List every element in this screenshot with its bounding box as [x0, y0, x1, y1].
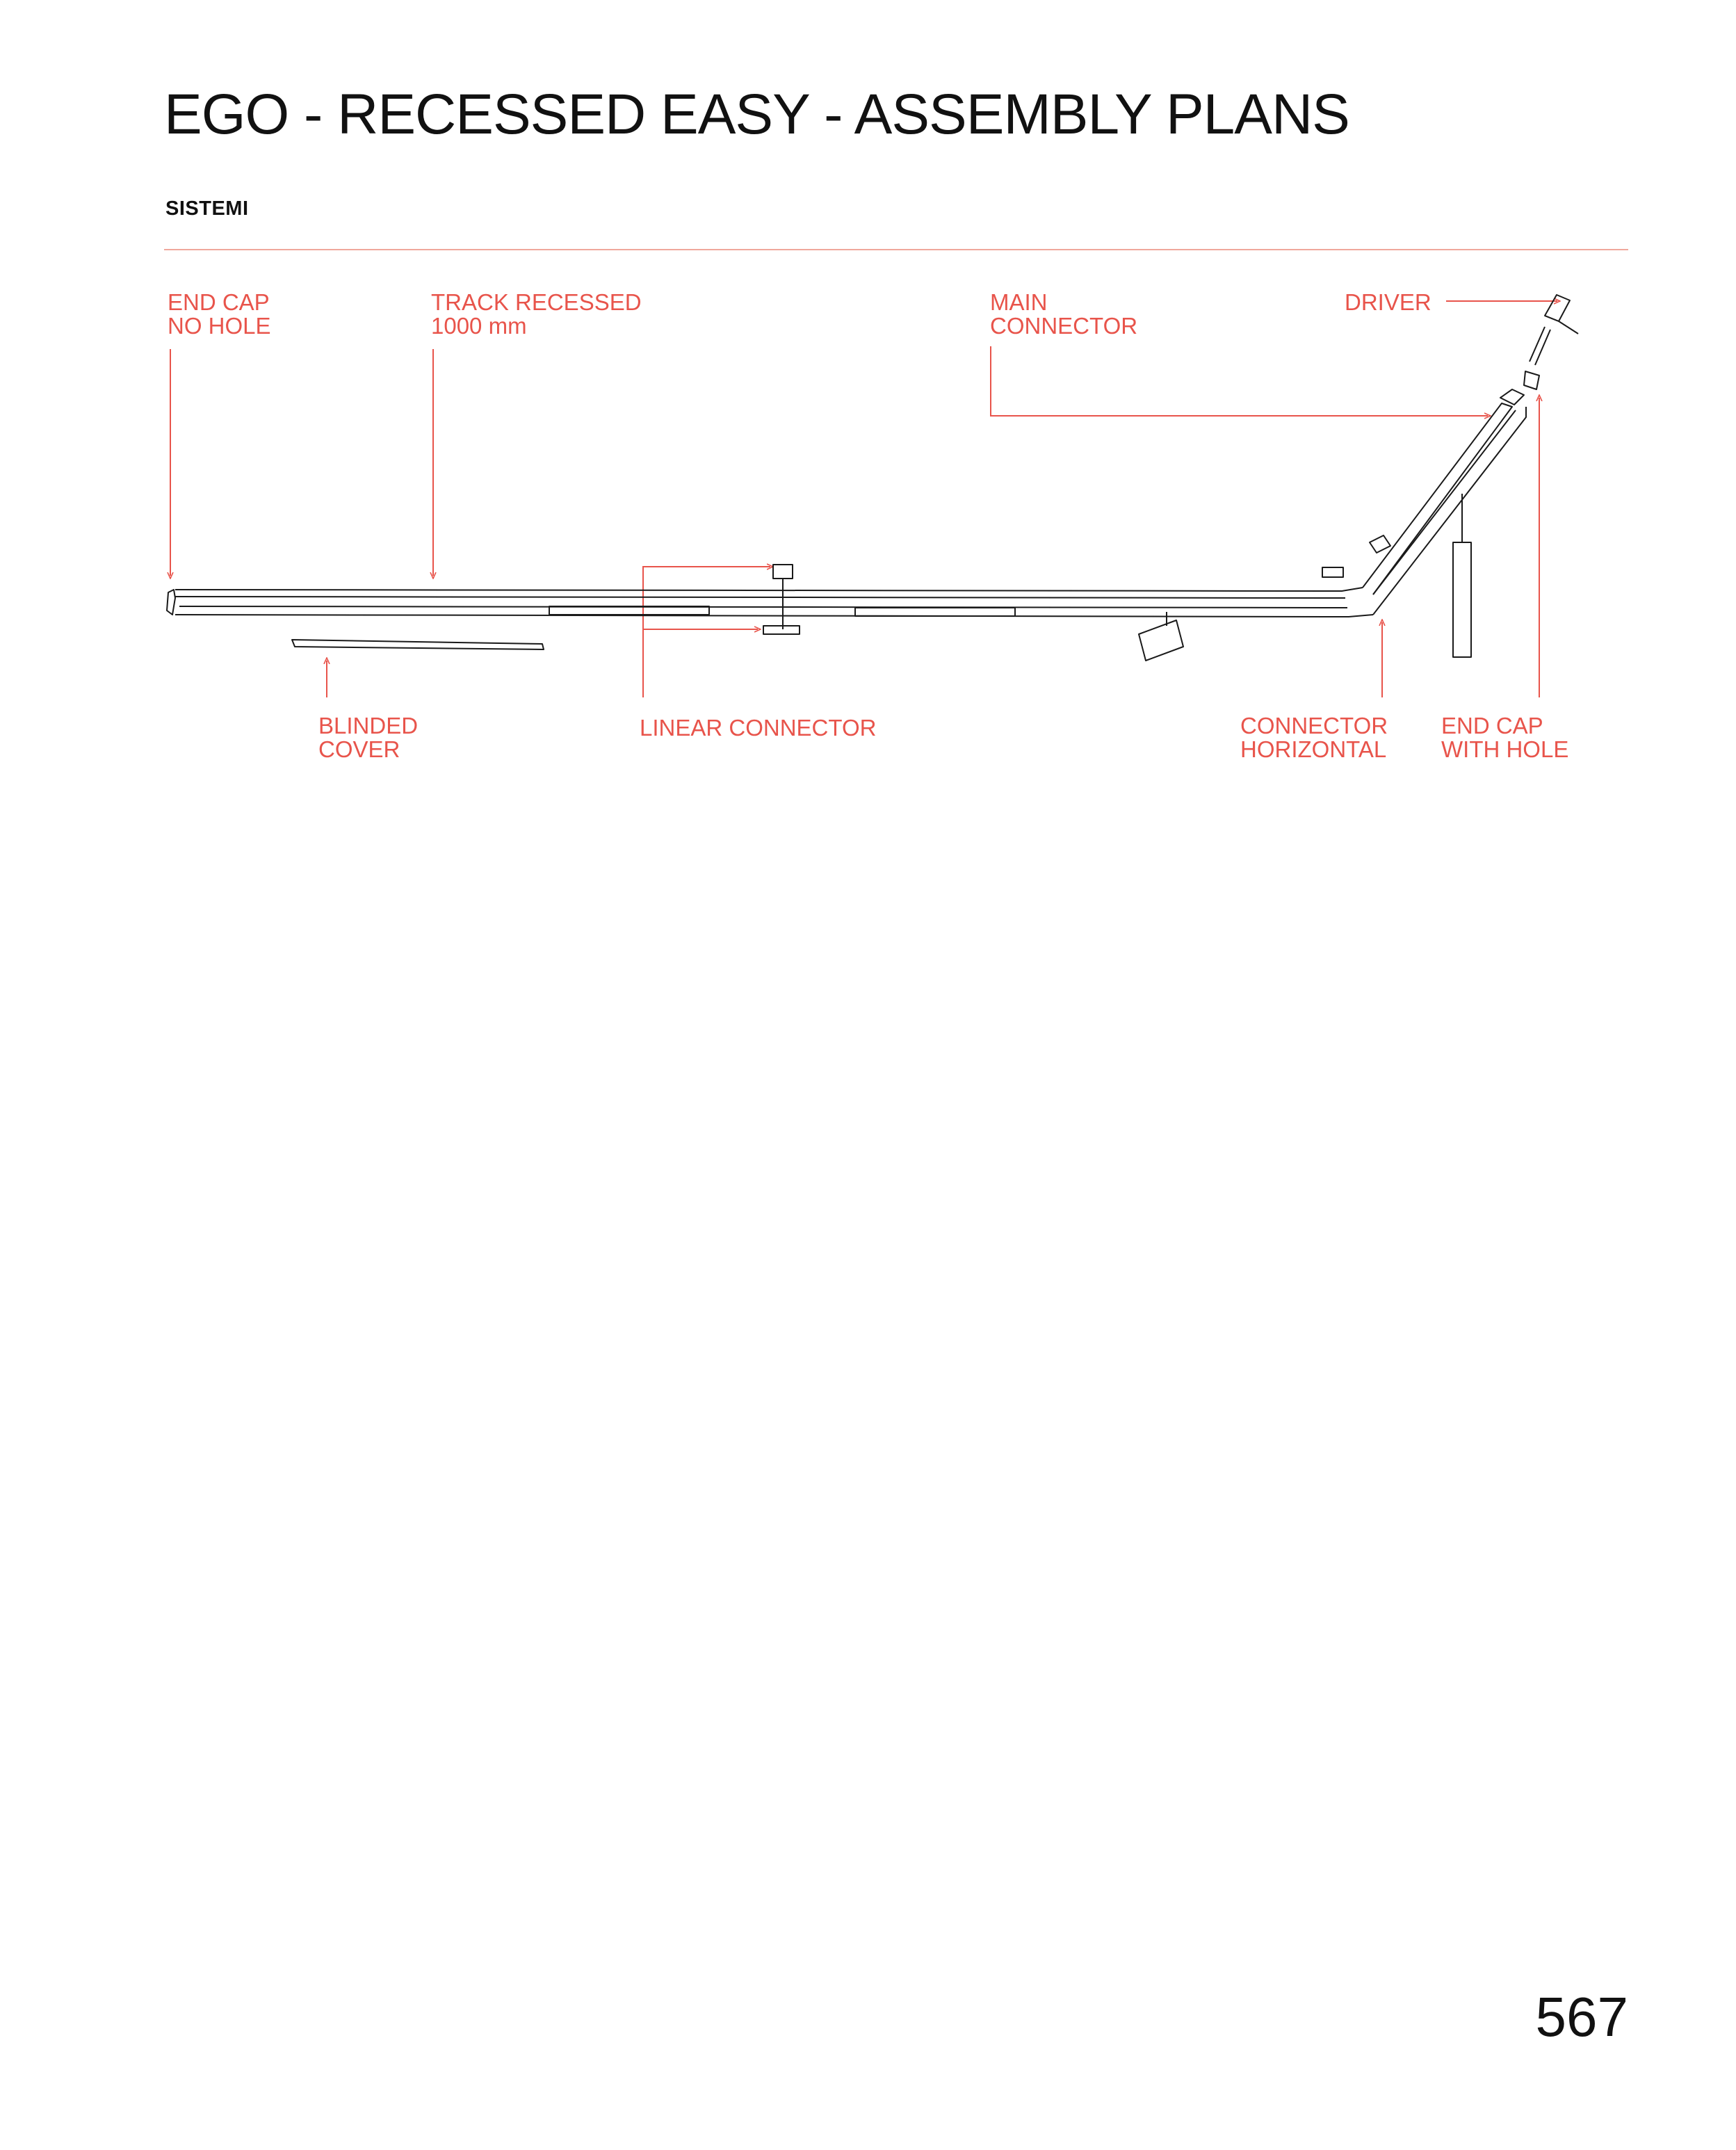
angled-track-inner [1373, 410, 1516, 595]
main-connector-shape [1500, 389, 1524, 405]
led-module-2 [855, 608, 1015, 616]
label-linear-connector: LINEAR CONNECTOR [640, 715, 877, 741]
track-line-art [167, 295, 1578, 661]
driver-wires [1530, 327, 1550, 365]
linear-connector-bottom [763, 626, 800, 634]
angled-track-outer [1363, 403, 1512, 595]
label-track-recessed: TRACK RECESSED 1000 mm [431, 289, 642, 339]
blinded-cover-shape [292, 640, 544, 649]
label-driver: DRIVER [1345, 289, 1431, 315]
assembly-diagram [0, 0, 1736, 834]
label-end-cap-no-hole: END CAP NO HOLE [168, 289, 271, 339]
label-main-connector: MAIN CONNECTOR [990, 289, 1138, 339]
label-end-cap-with-hole: END CAP WITH HOLE [1441, 713, 1569, 762]
leader-lines [170, 301, 1557, 697]
leader-main-connector [991, 346, 1488, 416]
track-clip [1322, 567, 1343, 577]
track-top-edge [175, 588, 1363, 591]
leader-linear-connector-top [643, 567, 770, 697]
pendant-body [1453, 542, 1471, 657]
section-label: SISTEMI [165, 197, 249, 220]
angled-track-bottom [1373, 407, 1526, 615]
label-blinded-cover: BLINDED COVER [318, 713, 419, 762]
track-top-inner [175, 597, 1345, 598]
driver-plug [1524, 371, 1539, 389]
angled-connector-box [1370, 535, 1390, 553]
page-title: EGO - RECESSED EASY - ASSEMBLY PLANS [164, 83, 1349, 146]
spotlight-body [1139, 620, 1183, 661]
track-slot-line [179, 606, 1347, 608]
track-bottom-edge [175, 615, 1373, 617]
page-number: 567 [1535, 1986, 1628, 2048]
linear-connector-top [773, 565, 793, 579]
label-connector-horizontal: CONNECTOR HORIZONTAL [1240, 713, 1388, 762]
end-cap-no-hole-shape [167, 590, 175, 615]
